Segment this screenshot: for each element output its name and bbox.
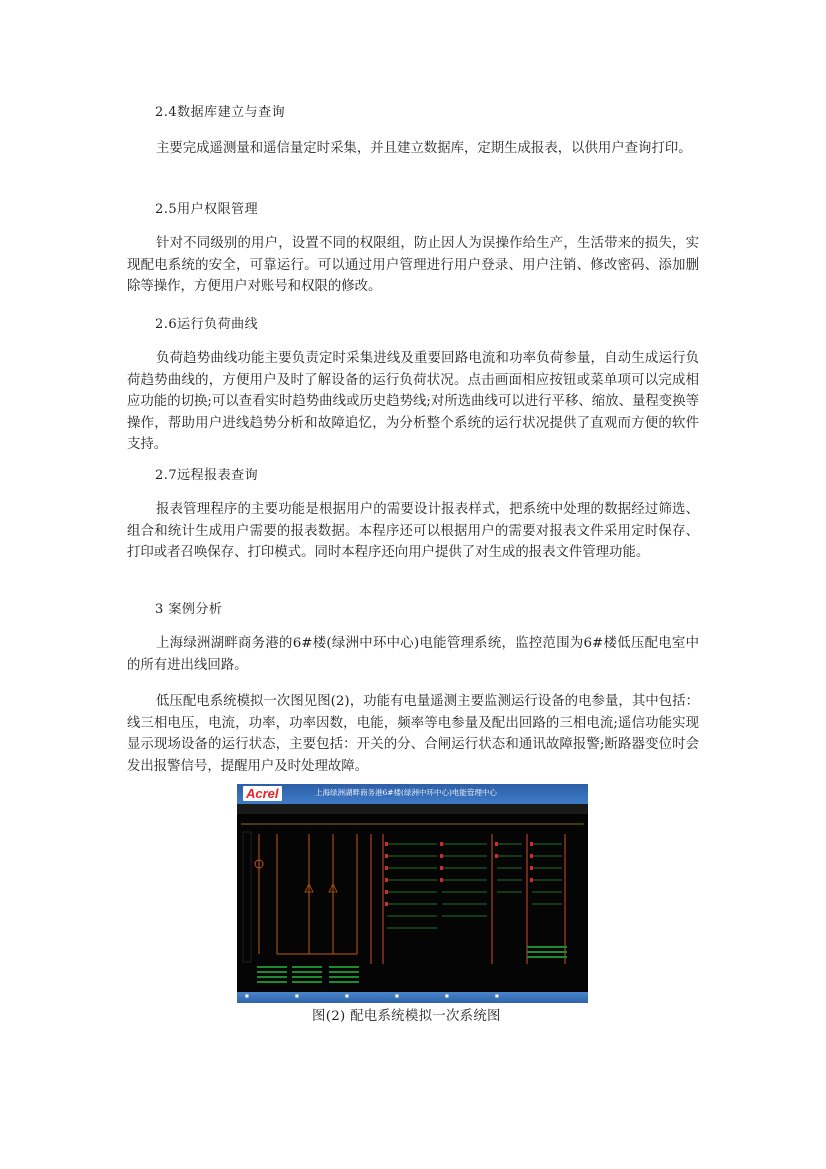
section-heading-2-6: 2.6运行负荷曲线 [155,317,259,332]
figure-nav-item: ■ [245,993,249,998]
figure-nav-item: ■ [345,993,349,998]
section-text-2-4: 主要完成遥测量和遥信量定时采集，并且建立数据库，定期生成报表，以供用户查询打印。 [156,141,692,156]
figure-nav-item: ■ [295,993,299,998]
section-text-3: 上海绿洲湖畔商务港的6#楼(绿洲中环中心)电能管理系统，监控范围为6#楼低压配电室中的所有进出线回路。 [127,636,699,673]
system-diagram-figure [237,784,588,1003]
section-text-2-7: 报表管理程序的主要功能是根据用户的需要设计报表样式，把系统中处理的数据经过筛选、组合和统计生成用户需要的报表数据。本程序还可以根据用户的需要对报表文件采用定时保存、打印或者召唤保存、打印模式。同时本程序还向用户提供了对生成的报表文件管理功能。 [127,502,699,560]
section-text-diagram-intro: 低压配电系统模拟一次图见图(2)，功能有电量遥测主要监测运行设备的电参量，其中包括：线三相电压，电流，功率，功率因数，电能，频率等电参量及配出回路的三相电流;遥信功能实现显示现场设备的运行状态，主要包括：开关的分、合闸运行状态和通讯故障报警;断路器变位时会发出报警信号，提醒用户及时处理故障。 [127,694,699,774]
acrel-logo: Acrel [243,786,282,801]
figure-nav-item: ■ [495,993,499,998]
figure-header-bar [237,784,588,804]
single-line-diagram [237,814,588,992]
section-heading-2-5: 2.5用户权限管理 [155,202,259,217]
figure-subheader [237,804,588,814]
section-heading-2-7: 2.7远程报表查询 [155,468,259,483]
section-text-2-6: 负荷趋势曲线功能主要负责定时采集进线及重要回路电流和功率负荷参量，自动生成运行负荷趋势曲线的，方便用户及时了解设备的运行负荷状况。点击画面相应按钮或菜单项可以完成相应功能的切换;可以查看实时趋势曲线或历史趋势线;对所选曲线可以进行平移、缩放、量程变换等操作，帮助用户进线趋势分析和故障追忆，为分析整个系统的运行状况提供了直观而方便的软件支持。 [127,351,699,452]
section-text-2-5: 针对不同级别的用户，设置不同的权限组，防止因人为误操作给生产，生活带来的损失，实现配电系统的安全，可靠运行。可以通过用户管理进行用户登录、用户注销、修改密码、添加删除等操作，方便用户对账号和权限的修改。 [127,236,699,294]
figure-caption: 图(2) 配电系统模拟一次系统图 [312,1009,501,1024]
figure-nav-item: ■ [445,993,449,998]
figure-nav-bar [237,992,588,1003]
section-heading-2-4: 2.4数据库建立与查询 [155,105,286,120]
figure-nav-item: ■ [395,993,399,998]
figure-title: 上海绿洲湖畔商务港6#楼(绿洲中环中心)电能管理中心 [315,788,497,797]
section-heading-3: 3 案例分析 [155,602,223,617]
